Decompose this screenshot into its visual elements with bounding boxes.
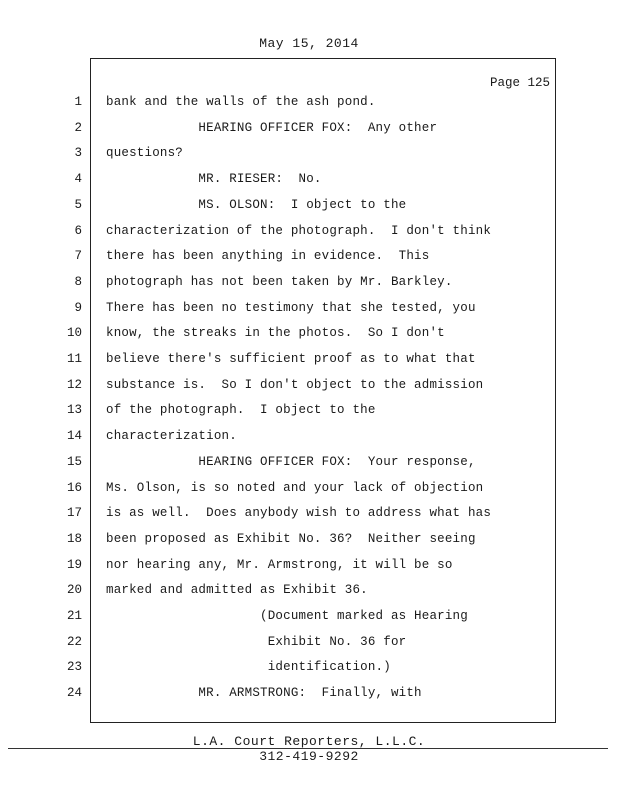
line-number: 2	[74, 120, 82, 135]
line-text: there has been anything in evidence. This	[106, 249, 430, 264]
line-number: 9	[74, 300, 82, 315]
transcript-line	[0, 301, 618, 323]
transcript-line	[0, 403, 618, 425]
line-number: 6	[74, 223, 82, 238]
line-number: 19	[66, 557, 82, 572]
line-number: 22	[66, 634, 82, 649]
line-number: 14	[66, 429, 82, 444]
line-text: bank and the walls of the ash pond.	[106, 95, 376, 109]
line-number: 20	[66, 583, 82, 598]
line-text: characterization.	[106, 429, 237, 444]
transcript-line	[0, 249, 618, 271]
line-text: is as well. Does anybody wish to address what has	[106, 506, 492, 521]
line-text: Exhibit No. 36 for	[106, 634, 407, 649]
transcript-line	[0, 635, 618, 657]
transcript-line	[0, 660, 618, 682]
line-number: 3	[74, 146, 82, 161]
line-text: MR. RIESER: No.	[106, 172, 322, 187]
line-number: 17	[66, 506, 82, 521]
line-text: HEARING OFFICER FOX: Any other	[106, 120, 438, 135]
transcript-line	[0, 326, 618, 348]
transcript-line	[0, 224, 618, 246]
line-text: MR. ARMSTRONG: Finally, with	[106, 686, 422, 701]
line-number: 18	[66, 531, 82, 546]
line-number: 23	[66, 660, 82, 675]
line-text: believe there's sufficient proof as to what that	[106, 352, 476, 366]
line-text: There has been no testimony that she tested, you	[106, 300, 476, 315]
transcript-line	[0, 455, 618, 477]
line-text: HEARING OFFICER FOX: Your response,	[106, 454, 476, 469]
line-text: questions?	[106, 146, 184, 161]
transcript-line	[0, 146, 618, 168]
line-number: 11	[66, 352, 82, 366]
line-number: 21	[66, 609, 82, 623]
line-number: 5	[74, 197, 82, 212]
transcript-line	[0, 429, 618, 451]
transcript-line	[0, 172, 618, 194]
line-text: substance is. So I don't object to the admission	[106, 377, 484, 392]
transcript-line	[0, 481, 618, 503]
line-number: 7	[74, 249, 82, 264]
court-reporter-phone: 312-419-9292	[259, 749, 359, 764]
transcript-date: May 15, 2014	[259, 36, 359, 51]
line-text: Ms. Olson, is so noted and your lack of objection	[106, 480, 484, 495]
transcript-line	[0, 275, 618, 297]
transcript-line	[0, 506, 618, 528]
line-number: 8	[74, 274, 82, 289]
transcript-line	[0, 198, 618, 220]
court-reporter-name: L.A. Court Reporters, L.L.C.	[192, 734, 426, 749]
line-number: 10	[66, 326, 82, 341]
line-text: photograph has not been taken by Mr. Barkley.	[106, 274, 453, 289]
line-number: 16	[66, 480, 82, 495]
line-text: MS. OLSON: I object to the	[106, 197, 407, 212]
line-text: marked and admitted as Exhibit 36.	[106, 583, 368, 598]
line-number: 24	[66, 686, 82, 701]
line-text: been proposed as Exhibit No. 36? Neither seeing	[106, 531, 476, 546]
line-text: know, the streaks in the photos. So I don't	[106, 326, 445, 341]
line-number: 13	[66, 403, 82, 418]
line-number: 15	[66, 454, 82, 469]
line-text: (Document marked as Hearing	[106, 609, 468, 623]
transcript-line	[0, 95, 618, 117]
line-text: characterization of the photograph. I don't think	[106, 223, 492, 238]
transcript-line	[0, 352, 618, 374]
line-number: 4	[74, 172, 82, 187]
transcript-line	[0, 378, 618, 400]
transcript-line	[0, 686, 618, 708]
transcript-line	[0, 609, 618, 631]
transcript-line	[0, 532, 618, 554]
transcript-line	[0, 121, 618, 143]
line-text: identification.)	[106, 660, 391, 675]
line-number: 12	[66, 377, 82, 392]
line-number: 1	[74, 95, 82, 109]
transcript-line	[0, 558, 618, 580]
line-text: nor hearing any, Mr. Armstrong, it will be so	[106, 557, 453, 572]
transcript-line	[0, 583, 618, 605]
page-number: Page 125	[489, 76, 550, 90]
line-text: of the photograph. I object to the	[106, 403, 376, 418]
